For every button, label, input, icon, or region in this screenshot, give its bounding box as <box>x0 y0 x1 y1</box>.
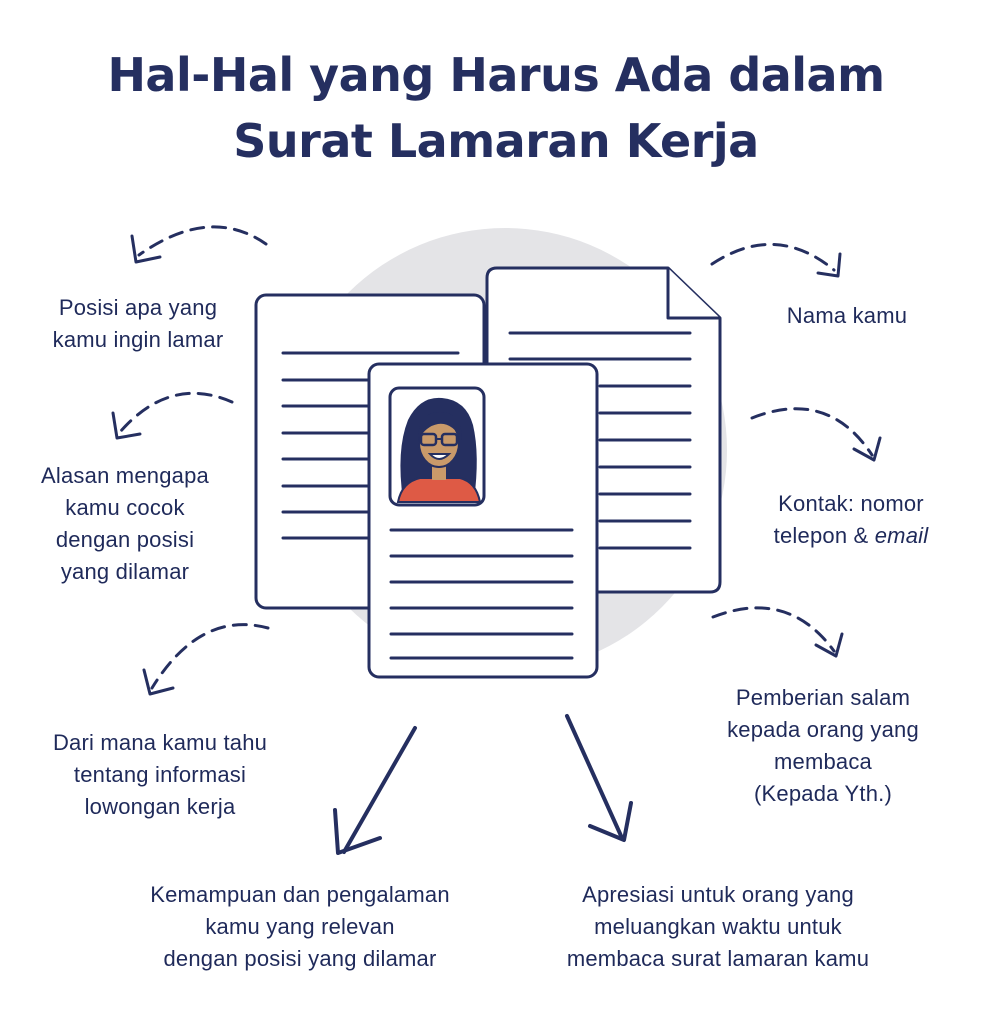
label-apresiasi: Apresiasi untuk orang yang meluangkan waktu untuk membaca surat lamaran kamu <box>566 882 870 971</box>
title-line-1: Hal-Hal yang Harus Ada dalam <box>107 48 885 102</box>
dashed-arrow-nama <box>712 244 840 276</box>
label-alasan: Alasan mengapa kamu cocok dengan posisi yang dilamar <box>41 463 209 584</box>
label-salam: Pemberian salam kepada orang yang membaca (Kepada Yth.) <box>727 685 919 806</box>
dashed-arrow-kontak <box>752 409 880 460</box>
title-line-2: Surat Lamaran Kerja <box>233 114 759 168</box>
dashed-arrow-posisi <box>132 227 266 262</box>
label-sumber: Dari mana kamu tahu tentang informasi lowongan kerja <box>52 730 268 819</box>
label-posisi: Posisi apa yang kamu ingin lamar <box>52 295 224 352</box>
label-kemampuan: Kemampuan dan pengalaman kamu yang relevan dengan posisi yang dilamar <box>150 882 450 971</box>
arrow-apresiasi <box>567 716 631 840</box>
label-kontak: Kontak: nomor telepon & email <box>773 491 929 548</box>
dashed-arrow-sumber <box>144 625 268 694</box>
label-nama: Nama kamu <box>786 303 908 328</box>
dashed-arrow-alasan <box>113 393 232 438</box>
email-italic: email <box>874 523 929 548</box>
arrow-kemampuan <box>335 728 415 853</box>
document-cv <box>369 364 597 677</box>
dashed-arrow-salam <box>713 608 842 656</box>
